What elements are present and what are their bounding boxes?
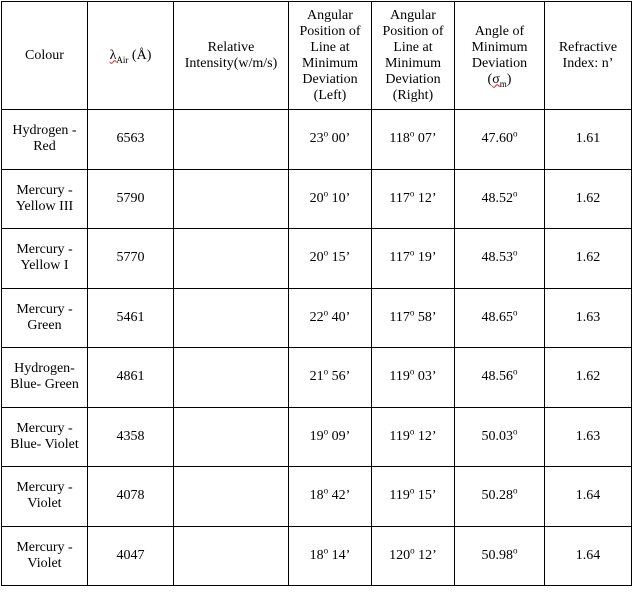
cell-wavelength: 5461 <box>88 288 174 348</box>
right-minutes: 58’ <box>414 309 437 325</box>
cell-relative-intensity <box>174 288 289 348</box>
cell-relative-intensity <box>174 407 289 467</box>
cell-wavelength: 4078 <box>88 467 174 527</box>
left-degrees: 19 <box>309 428 324 444</box>
table-row <box>2 467 632 527</box>
sigma-subscript: m <box>499 78 507 89</box>
degree-mark: o <box>410 545 415 556</box>
cell-relative-intensity <box>174 526 289 586</box>
right-degrees: 119 <box>389 488 410 504</box>
cell-refractive-index: 1.62 <box>545 169 632 229</box>
left-minutes: 10’ <box>328 190 351 206</box>
left-degrees: 20 <box>309 250 324 266</box>
cell-min-deviation <box>455 169 545 229</box>
cell-position-right <box>372 407 455 467</box>
right-degrees: 120 <box>389 547 411 563</box>
left-minutes: 42’ <box>328 488 351 504</box>
degree-mark: o <box>409 188 415 199</box>
left-degrees: 18 <box>309 547 324 563</box>
cell-position-right <box>372 229 455 289</box>
left-minutes: 09’ <box>328 428 351 444</box>
left-degrees: 23 <box>309 131 324 147</box>
degree-mark: o <box>323 545 329 556</box>
degree-mark: o <box>513 366 518 377</box>
degree-mark: o <box>513 485 518 496</box>
cell-position-left <box>289 169 372 229</box>
degree-mark: o <box>409 247 415 258</box>
table-row <box>2 526 632 586</box>
degree-mark: o <box>513 188 518 199</box>
right-degrees: 118 <box>389 131 410 147</box>
right-minutes: 12’ <box>414 190 437 206</box>
cell-relative-intensity <box>174 467 289 527</box>
cell-position-right <box>372 110 455 170</box>
deviation-value: 50.98 <box>481 547 513 563</box>
cell-position-left <box>289 407 372 467</box>
table-row <box>2 348 632 408</box>
right-minutes: 12’ <box>414 547 437 563</box>
header-min-deviation <box>455 2 545 110</box>
cell-relative-intensity <box>174 229 289 289</box>
right-minutes: 12’ <box>414 428 437 444</box>
left-degrees: 21 <box>309 369 324 385</box>
header-wavelength <box>88 2 174 110</box>
cell-wavelength: 4861 <box>88 348 174 408</box>
left-degrees: 18 <box>309 488 324 504</box>
cell-position-left <box>289 467 372 527</box>
cell-refractive-index: 1.62 <box>545 348 632 408</box>
degree-mark: o <box>323 366 329 377</box>
left-degrees: 20 <box>309 190 324 206</box>
paren-open: ( <box>487 71 493 87</box>
cell-min-deviation <box>455 288 545 348</box>
cell-min-deviation <box>455 348 545 408</box>
cell-position-left <box>289 229 372 289</box>
table-row <box>2 229 632 289</box>
cell-min-deviation <box>455 407 545 467</box>
degree-mark: o <box>513 426 518 437</box>
table-row <box>2 169 632 229</box>
degree-mark: o <box>513 128 518 139</box>
degree-mark: o <box>513 247 518 258</box>
lambda-symbol: λ <box>109 47 117 63</box>
right-degrees: 117 <box>389 309 410 325</box>
cell-refractive-index: 1.62 <box>545 229 632 289</box>
cell-position-right <box>372 288 455 348</box>
min-deviation-label: Angle of Minimum Deviation <box>471 23 528 71</box>
cell-wavelength: 6563 <box>88 110 174 170</box>
degree-mark: o <box>323 485 329 496</box>
degree-mark: o <box>323 188 329 199</box>
degree-mark: o <box>513 307 518 318</box>
cell-relative-intensity <box>174 348 289 408</box>
cell-position-right <box>372 169 455 229</box>
cell-min-deviation <box>455 110 545 170</box>
right-minutes: 03’ <box>414 369 437 385</box>
cell-min-deviation <box>455 467 545 527</box>
lambda-subscript: Air <box>116 54 129 65</box>
header-row <box>2 2 632 110</box>
cell-relative-intensity <box>174 110 289 170</box>
deviation-value: 48.52 <box>481 190 513 206</box>
cell-wavelength: 4047 <box>88 526 174 586</box>
right-minutes: 15’ <box>414 488 437 504</box>
header-position-left: Angular Position of Line at Minimum Deviation (Left) <box>289 2 372 110</box>
cell-position-right <box>372 467 455 527</box>
right-degrees: 117 <box>389 250 410 266</box>
cell-refractive-index: 1.64 <box>545 526 632 586</box>
header-relative-intensity: Relative Intensity(w/m/s) <box>174 2 289 110</box>
degree-mark: o <box>323 426 329 437</box>
cell-position-left <box>289 110 372 170</box>
degree-mark: o <box>513 545 518 556</box>
cell-relative-intensity <box>174 169 289 229</box>
cell-wavelength: 5770 <box>88 229 174 289</box>
cell-wavelength: 5790 <box>88 169 174 229</box>
table-row <box>2 288 632 348</box>
cell-colour: Mercury - Violet <box>2 526 88 586</box>
cell-position-left <box>289 526 372 586</box>
cell-refractive-index: 1.63 <box>545 407 632 467</box>
deviation-value: 50.03 <box>481 428 513 444</box>
left-minutes: 14’ <box>328 547 351 563</box>
left-minutes: 40’ <box>328 309 351 325</box>
cell-colour: Mercury - Violet <box>2 467 88 527</box>
cell-colour: Mercury - Yellow I <box>2 229 88 289</box>
deviation-value: 48.56 <box>481 369 513 385</box>
deviation-value: 47.60 <box>481 131 513 147</box>
cell-refractive-index: 1.63 <box>545 288 632 348</box>
cell-colour: Hydrogen - Red <box>2 110 88 170</box>
cell-refractive-index: 1.61 <box>545 110 632 170</box>
table-body <box>2 110 632 586</box>
right-minutes: 19’ <box>414 250 437 266</box>
header-position-right: Angular Position of Line at Minimum Deviation (Right) <box>372 2 455 110</box>
cell-position-right <box>372 526 455 586</box>
deviation-value: 48.65 <box>481 309 513 325</box>
degree-mark: o <box>409 307 415 318</box>
cell-position-left <box>289 348 372 408</box>
cell-colour: Hydrogen- Blue- Green <box>2 348 88 408</box>
lambda-unit: (Å) <box>131 47 152 63</box>
deviation-value: 50.28 <box>481 488 513 504</box>
deviation-value: 48.53 <box>481 250 513 266</box>
cell-min-deviation <box>455 229 545 289</box>
left-minutes: 56’ <box>328 369 351 385</box>
degree-mark: o <box>323 247 329 258</box>
cell-colour: Mercury - Yellow III <box>2 169 88 229</box>
right-degrees: 119 <box>389 369 410 385</box>
paren-close: ) <box>506 71 512 87</box>
header-refractive-index: Refractive Index: n’ <box>545 2 632 110</box>
header-colour: Colour <box>2 2 88 110</box>
deviation-table <box>1 1 632 586</box>
degree-mark: o <box>409 128 415 139</box>
degree-mark: o <box>409 366 415 377</box>
right-degrees: 119 <box>389 428 410 444</box>
right-minutes: 07’ <box>414 131 437 147</box>
sigma-symbol: σ <box>492 71 500 87</box>
table-row <box>2 110 632 170</box>
cell-colour: Mercury - Blue- Violet <box>2 407 88 467</box>
cell-colour: Mercury - Green <box>2 288 88 348</box>
degree-mark: o <box>323 128 329 139</box>
cell-min-deviation <box>455 526 545 586</box>
left-degrees: 22 <box>309 309 324 325</box>
degree-mark: o <box>323 307 329 318</box>
table-row <box>2 407 632 467</box>
left-minutes: 00’ <box>328 131 351 147</box>
left-minutes: 15’ <box>328 250 351 266</box>
degree-mark: o <box>409 485 415 496</box>
cell-position-right <box>372 348 455 408</box>
cell-wavelength: 4358 <box>88 407 174 467</box>
cell-refractive-index: 1.64 <box>545 467 632 527</box>
degree-mark: o <box>409 426 415 437</box>
right-degrees: 117 <box>389 190 410 206</box>
cell-position-left <box>289 288 372 348</box>
